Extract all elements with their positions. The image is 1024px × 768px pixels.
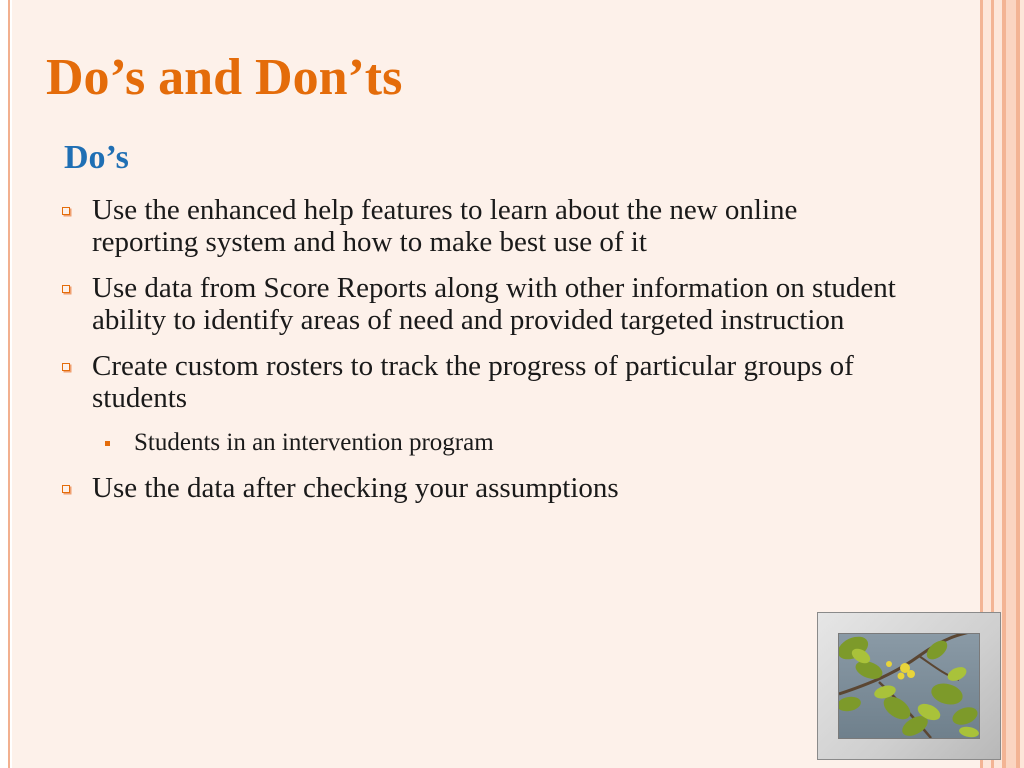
- list-item: [60, 194, 910, 258]
- bullet-text: Use the data after checking your assumptions: [92, 472, 619, 504]
- small-square-bullet-icon: [105, 441, 110, 446]
- slide-title: Do’s and Don’ts: [46, 49, 403, 106]
- bullet-text: Use the enhanced help features to learn about the new online reporting system and how to make best use of it: [92, 194, 798, 258]
- oak-leaves-photo: [838, 633, 980, 739]
- oak-leaves-icon: [839, 634, 979, 738]
- list-item: [60, 272, 910, 336]
- square-bullet-icon: [62, 207, 70, 215]
- bullet-text: Use data from Score Reports along with other information on student ability to identify areas of need and provided targeted instruction: [92, 272, 896, 336]
- right-stripe: [1020, 0, 1024, 768]
- sub-bullet-text: Students in an intervention program: [134, 429, 494, 456]
- photo-frame: [817, 612, 1001, 760]
- bullet-text: Create custom rosters to track the progress of particular groups of students: [92, 350, 854, 414]
- right-stripe: [1006, 0, 1016, 768]
- slide-subtitle: Do’s: [64, 139, 129, 176]
- bullet-list: [60, 194, 910, 518]
- square-bullet-icon: [62, 285, 70, 293]
- square-bullet-icon: [62, 363, 70, 371]
- left-rule: [8, 0, 10, 768]
- list-item: [60, 472, 910, 504]
- sub-bullet-list: [92, 428, 910, 458]
- list-item: [60, 350, 910, 458]
- square-bullet-icon: [62, 485, 70, 493]
- sub-list-item: [92, 428, 910, 458]
